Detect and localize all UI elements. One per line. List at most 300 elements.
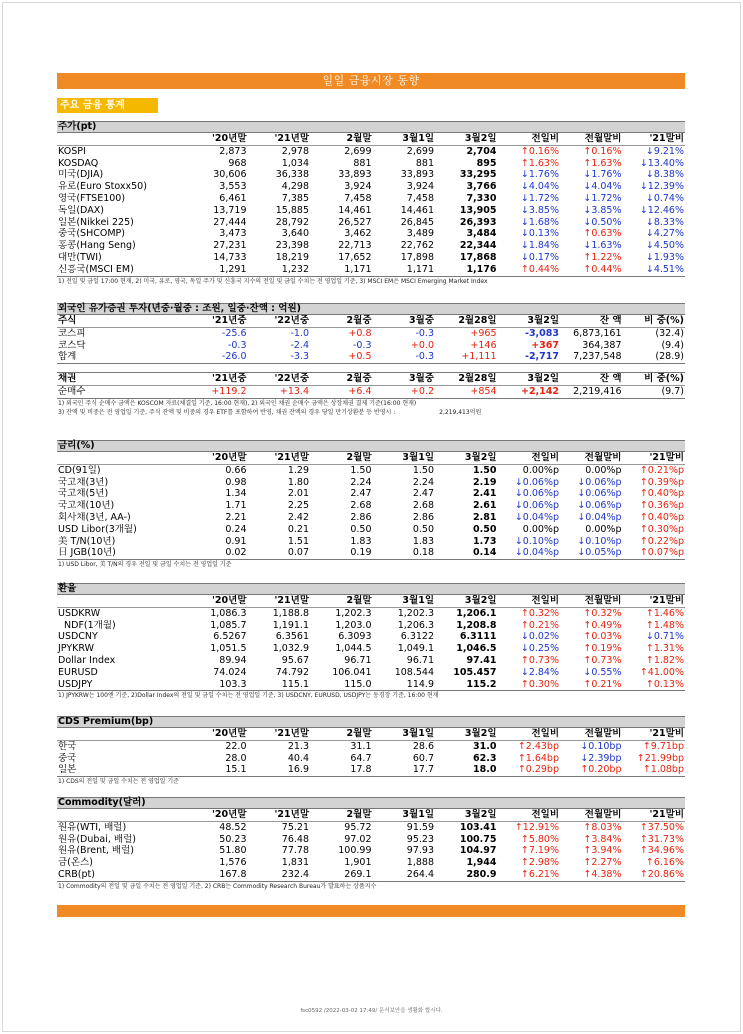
change-cell: 0.00%p [522, 464, 559, 476]
header-cell: '21말비 [623, 728, 686, 740]
value-cell: 2,873 [219, 145, 247, 157]
table-row [57, 512, 685, 524]
value-cell: 97.41 [466, 654, 497, 666]
header-cell: 전월말비 [560, 728, 623, 740]
value-cell: 2.47 [350, 488, 372, 500]
change-cell: ↑0.16% [520, 145, 559, 157]
change-cell: ↑0.21% [520, 619, 559, 631]
change-cell: ↑0.16% [583, 145, 622, 157]
value-cell: 2.61 [473, 500, 497, 512]
change-cell: ↑0.19% [583, 643, 622, 655]
page-title: 일일 금융시장 동향 [57, 73, 685, 89]
value-cell: 1,085.7 [210, 619, 247, 631]
value-cell: 22,762 [400, 240, 434, 252]
change-cell: ↑6.16% [645, 857, 684, 869]
table-row [57, 547, 685, 559]
rates-section [57, 440, 685, 569]
value-cell: 2.25 [287, 500, 309, 512]
change-cell: ↓4.27% [645, 228, 684, 240]
row-label: 국고채(10년) [58, 500, 115, 512]
change-cell: 0.00%p [585, 523, 622, 535]
value-cell: 881 [415, 157, 434, 169]
value-cell: 0.07 [248, 547, 311, 559]
table-row [57, 620, 685, 632]
change-cell: ↑1.31% [645, 643, 684, 655]
table-header-row [57, 133, 685, 145]
value-cell: 95.67 [281, 654, 309, 666]
value-cell: 64.7 [350, 752, 372, 764]
rates-section-title: 금리(%) [57, 440, 685, 452]
header-cell: 3월2일 [435, 809, 498, 821]
change-cell: ↓4.50% [645, 240, 684, 252]
change-cell: ↑1.63% [583, 157, 622, 169]
row-label: EURUSD [58, 666, 98, 678]
table-row [57, 764, 685, 776]
value-cell: 1.29 [287, 464, 309, 476]
header-cell: '21년말 [248, 595, 311, 607]
header-cell: 2월중 [310, 315, 373, 327]
row-label: 영국(FTSE100) [58, 192, 126, 204]
value-cell: 1,051.5 [210, 643, 247, 655]
value-cell: 0.19 [310, 547, 373, 559]
value-cell: 1.50 [473, 464, 497, 476]
table-row [57, 327, 685, 339]
value-cell: 75.21 [281, 821, 309, 833]
row-label: USDCNY [58, 631, 98, 643]
change-cell: ↑2.27% [583, 857, 622, 869]
value-cell: 17.8 [310, 764, 373, 776]
change-cell: ↓1.93% [645, 251, 684, 263]
header-cell [57, 728, 185, 740]
table-row [57, 181, 685, 193]
change-cell: ↓0.10%p [577, 535, 622, 547]
value-cell: 2,704 [466, 145, 497, 157]
header-cell: '21말비 [623, 133, 686, 145]
table-header-row [57, 373, 685, 386]
value-cell: 26,845 [400, 216, 434, 228]
value-cell: 1,034 [281, 157, 309, 169]
value-cell: 7,458 [406, 192, 434, 204]
value-cell: 15.1 [185, 764, 248, 776]
change-cell: ↓0.71% [645, 631, 684, 643]
value-cell: 97.02 [344, 833, 372, 845]
value-cell: 1.73 [473, 535, 497, 547]
rates-table [57, 452, 685, 560]
stocks-section [57, 121, 685, 286]
change-cell: ↓4.04% [520, 181, 559, 193]
value-cell: 96.71 [344, 654, 372, 666]
value-cell: 3,484 [466, 228, 497, 240]
change-cell: ↓3.85% [583, 204, 622, 216]
cds-section-title: CDS Premium(bp) [57, 716, 685, 728]
table-row [57, 524, 685, 536]
change-cell: 0.00%p [522, 523, 559, 535]
value-cell: 3,473 [219, 228, 247, 240]
value-cell: 17,898 [400, 251, 434, 263]
table-row [57, 205, 685, 217]
header-cell: 전일비 [498, 133, 561, 145]
value-cell: 115.0 [310, 679, 373, 691]
value-cell: 4,298 [281, 181, 309, 193]
value-cell: 1,831 [281, 857, 309, 869]
change-cell: ↑9.71bp [642, 740, 684, 752]
change-cell: ↑1.82% [645, 654, 684, 666]
header-cell: '21말비 [623, 595, 686, 607]
change-cell: ↓4.04% [583, 181, 622, 193]
value-cell: -1.0 [290, 327, 309, 339]
value-cell: -26.0 [185, 351, 248, 363]
fx-table [57, 595, 685, 691]
value-cell: 3,924 [344, 181, 372, 193]
change-cell: ↓2.39bp [580, 752, 622, 764]
header-cell: 2월말 [310, 595, 373, 607]
value-cell: 115.2 [435, 679, 498, 691]
value-cell: 36,338 [275, 169, 309, 181]
table-row [57, 264, 685, 276]
value-cell: (9.7) [623, 385, 686, 398]
commodity-section-title: Commodity(달러) [57, 797, 685, 809]
value-cell: 2,699 [344, 145, 372, 157]
change-cell: ↓1.72% [583, 192, 622, 204]
row-label: USDKRW [58, 607, 101, 619]
table-header-row [57, 452, 685, 464]
value-cell: 31.0 [473, 740, 497, 752]
value-cell: 27,231 [213, 240, 247, 252]
value-cell: 1,176 [435, 264, 498, 276]
value-cell: 74.792 [275, 666, 309, 678]
value-cell: 1,086.3 [210, 607, 247, 619]
row-label: 국고채(5년) [58, 488, 109, 500]
header-cell: 3월1일 [373, 728, 436, 740]
value-cell: 1,206.3 [397, 619, 434, 631]
header-cell: 전월말비 [560, 452, 623, 464]
change-cell: ↑8.03% [583, 821, 622, 833]
change-cell: ↑1.63% [520, 157, 559, 169]
value-cell: -2,717 [498, 351, 561, 363]
header-cell: 3월중 [373, 373, 436, 386]
change-cell: ↑34.96% [639, 845, 684, 857]
value-cell: 1.51 [287, 535, 309, 547]
value-cell: 2.21 [225, 511, 247, 523]
row-label: 코스피 [58, 327, 86, 339]
value-cell: 51.80 [219, 845, 247, 857]
foreign-section-title: 외국인 유가증권 투자(년중·월중 : 조원, 일중·잔액 : 억원) [57, 303, 685, 315]
row-label: JPYKRW [58, 643, 94, 655]
value-cell: 1,171 [310, 264, 373, 276]
header-cell: '20년말 [185, 809, 248, 821]
value-cell: 95.72 [344, 821, 372, 833]
header-cell: 전월말비 [560, 809, 623, 821]
value-cell: 280.9 [435, 869, 498, 881]
change-cell: ↑41.00% [639, 666, 684, 678]
stocks-note: 1) 전일 및 금일 17:00 현재, 2) 미국, 유로, 영국, 독일 주가 및 신흥국 지수의 전일 및 금일 수치는 전 영업일 기준, 3) MSCI EM은 MSCI Emerging Market Index [58, 277, 488, 285]
change-cell: ↓3.85% [520, 204, 559, 216]
value-cell: 18,219 [275, 251, 309, 263]
value-cell: 2,219,416 [560, 385, 623, 398]
header-cell: 전일비 [498, 728, 561, 740]
value-cell: 3,640 [281, 228, 309, 240]
value-cell: 28,792 [275, 216, 309, 228]
value-cell: 105.457 [453, 666, 497, 678]
bottom-accent-bar [57, 905, 685, 917]
change-cell: ↓0.06%p [577, 500, 622, 512]
change-cell: ↑0.13% [623, 679, 686, 691]
table-row [57, 845, 685, 857]
value-cell: 6,873,161 [573, 327, 622, 339]
table-row [57, 857, 685, 869]
header-cell [57, 452, 185, 464]
value-cell: +146 [470, 339, 497, 351]
header-cell: 비 중(%) [623, 315, 686, 327]
header-cell: 3월1일 [373, 133, 436, 145]
row-label: Dollar Index [58, 654, 116, 666]
change-cell: ↑0.40%p [639, 488, 684, 500]
change-cell: ↑0.44% [498, 264, 561, 276]
value-cell: -0.3 [415, 327, 434, 339]
value-cell: -2.4 [290, 339, 309, 351]
value-cell: 31.1 [350, 740, 372, 752]
value-cell: 1.83 [412, 535, 434, 547]
value-cell: 103.41 [459, 821, 497, 833]
value-cell: 0.66 [225, 464, 247, 476]
change-cell: ↓0.17% [520, 251, 559, 263]
table-row [57, 340, 685, 352]
header-cell: 3월2일 [498, 373, 561, 386]
header-cell: '21년말 [248, 133, 311, 145]
change-cell: ↓1.63% [583, 240, 622, 252]
header-cell: 3월2일 [435, 595, 498, 607]
fx-section-title: 환율 [57, 583, 685, 595]
value-cell: 0.50 [473, 523, 497, 535]
row-label: 일본(Nikkei 225) [58, 216, 134, 228]
table-row [57, 679, 685, 691]
change-cell: ↓12.46% [639, 204, 684, 216]
value-cell: 96.71 [406, 654, 434, 666]
row-label: 한국 [58, 740, 77, 752]
table-row [57, 667, 685, 679]
value-cell: 1.83 [350, 535, 372, 547]
row-label: KOSPI [58, 145, 86, 157]
change-cell: ↑1.64bp [517, 752, 559, 764]
value-cell: 1,202.3 [335, 607, 372, 619]
value-cell: +0.0 [410, 339, 434, 351]
change-cell: ↑0.63% [583, 228, 622, 240]
change-cell: ↓8.33% [645, 216, 684, 228]
change-cell: ↑0.49% [583, 619, 622, 631]
value-cell: 17,652 [338, 251, 372, 263]
change-cell: ↓0.10%p [514, 535, 559, 547]
change-cell: ↓1.76% [583, 169, 622, 181]
header-cell [57, 595, 185, 607]
change-cell: ↓0.25% [520, 643, 559, 655]
value-cell: 33,893 [338, 169, 372, 181]
table-row [57, 193, 685, 205]
value-cell: 13,905 [459, 204, 497, 216]
value-cell: 13,719 [213, 204, 247, 216]
value-cell: 1.50 [350, 464, 372, 476]
table-row [57, 158, 685, 170]
value-cell: 22,713 [338, 240, 372, 252]
change-cell: ↑5.80% [520, 833, 559, 845]
table-row [57, 631, 685, 643]
table-row [57, 655, 685, 667]
value-cell: -0.3 [373, 351, 436, 363]
value-cell: 17.7 [373, 764, 436, 776]
value-cell: 3,489 [406, 228, 434, 240]
header-cell: 전월말비 [560, 595, 623, 607]
header-cell: 2월말 [310, 452, 373, 464]
foreign-note-2-value: 2,219,413억원 [439, 408, 482, 416]
table-header-row [57, 809, 685, 821]
change-cell: ↑0.40%p [639, 511, 684, 523]
value-cell: 14,461 [400, 204, 434, 216]
value-cell: 0.50 [350, 523, 372, 535]
value-cell: 1,232 [248, 264, 311, 276]
header-cell: 잔 액 [560, 315, 623, 327]
change-cell: ↑12.91% [514, 821, 559, 833]
value-cell: +119.2 [185, 385, 248, 398]
section-subtitle: 주요 금융 통계 [57, 98, 158, 113]
value-cell: 115.1 [248, 679, 311, 691]
value-cell: 1.71 [225, 500, 247, 512]
value-cell: 167.8 [185, 869, 248, 881]
value-cell: 16.9 [248, 764, 311, 776]
change-cell: ↓1.68% [520, 216, 559, 228]
change-cell: ↓0.55% [583, 666, 622, 678]
table-row [57, 477, 685, 489]
value-cell: 1,191.1 [272, 619, 309, 631]
header-cell: '21년말 [248, 728, 311, 740]
change-cell: ↑0.73% [583, 654, 622, 666]
row-label: 美 T/N(10년) [58, 535, 116, 547]
value-cell: 26,393 [459, 216, 497, 228]
value-cell: 1,206.1 [456, 607, 497, 619]
row-label: 홍콩(Hang Seng) [58, 240, 136, 252]
value-cell: 15,885 [275, 204, 309, 216]
change-cell: ↓9.21% [645, 145, 684, 157]
value-cell: 91.59 [406, 821, 434, 833]
value-cell: 40.4 [287, 752, 309, 764]
value-cell: 1,901 [344, 857, 372, 869]
cds-table [57, 728, 685, 777]
change-cell: ↑0.39%p [639, 476, 684, 488]
value-cell: 1,291 [185, 264, 248, 276]
change-cell: ↓0.06%p [577, 488, 622, 500]
value-cell: -0.3 [352, 339, 372, 351]
header-cell: '20년말 [185, 728, 248, 740]
value-cell: +0.2 [373, 385, 436, 398]
table-row [57, 869, 685, 881]
change-cell: ↑3.84% [583, 833, 622, 845]
change-cell: ↓8.38% [645, 169, 684, 181]
change-cell: ↓12.39% [639, 181, 684, 193]
change-cell: ↑31.73% [639, 833, 684, 845]
change-cell: ↑1.08bp [623, 764, 686, 776]
header-cell: 3월2일 [435, 133, 498, 145]
value-cell: 1,046.5 [456, 643, 497, 655]
change-cell: ↓0.13% [520, 228, 559, 240]
value-cell: 103.3 [185, 679, 248, 691]
header-cell: 채권 [57, 373, 185, 386]
value-cell: 27,444 [213, 216, 247, 228]
row-label: 일본 [57, 764, 185, 776]
row-label: 국고채(3년) [58, 476, 109, 488]
row-label: 코스닥 [58, 339, 86, 351]
change-cell: ↑0.21% [560, 679, 623, 691]
table-row [57, 500, 685, 512]
table-row [57, 240, 685, 252]
row-label: 중국(SHCOMP) [58, 228, 125, 240]
value-cell: 108.544 [394, 666, 434, 678]
value-cell: 6.3561 [275, 631, 309, 643]
value-cell: 26,527 [338, 216, 372, 228]
value-cell: 60.7 [412, 752, 434, 764]
table-row [57, 169, 685, 181]
table-header-row [57, 315, 685, 327]
value-cell: 1,044.5 [335, 643, 372, 655]
value-cell: 30,606 [213, 169, 247, 181]
table-row [57, 834, 685, 846]
change-cell: ↑37.50% [639, 821, 684, 833]
change-cell: ↓0.06%p [514, 488, 559, 500]
value-cell: 28.6 [412, 740, 434, 752]
value-cell: 1.80 [287, 476, 309, 488]
value-cell: 3,462 [344, 228, 372, 240]
value-cell: 76.48 [281, 833, 309, 845]
row-label: CRB(pt) [57, 869, 185, 881]
value-cell: 6.3111 [459, 631, 497, 643]
value-cell: 269.1 [310, 869, 373, 881]
change-cell: ↑0.73% [520, 654, 559, 666]
value-cell: 6,461 [219, 192, 247, 204]
row-label: 원유(WTI, 배럴) [58, 821, 127, 833]
table-row [57, 385, 685, 398]
change-cell: ↑1.48% [645, 619, 684, 631]
change-cell: ↑0.07%p [623, 547, 686, 559]
value-cell: 2.41 [473, 488, 497, 500]
header-cell: 3월1일 [373, 595, 436, 607]
row-label: 미국(DJIA) [58, 169, 104, 181]
value-cell: 3,553 [219, 181, 247, 193]
header-cell: 2월28일 [435, 315, 498, 327]
cds-note: 1) CDS의 전일 및 금일 수치는 전 영업일 기준 [58, 778, 179, 786]
change-cell: ↑0.30%p [639, 523, 684, 535]
value-cell: 104.97 [459, 845, 497, 857]
value-cell: 2.24 [412, 476, 434, 488]
value-cell: 1,944 [466, 857, 497, 869]
value-cell: 881 [353, 157, 372, 169]
value-cell: 1,202.3 [397, 607, 434, 619]
change-cell: ↓0.04%p [514, 511, 559, 523]
value-cell: 1,188.8 [272, 607, 309, 619]
value-cell: 18.0 [435, 764, 498, 776]
value-cell: 1,888 [406, 857, 434, 869]
table-row [57, 536, 685, 548]
header-cell: 비 중(%) [623, 373, 686, 386]
change-cell: ↓1.76% [520, 169, 559, 181]
change-cell: ↓0.06%p [577, 476, 622, 488]
value-cell: 33,295 [459, 169, 497, 181]
header-cell: 3월1일 [373, 452, 436, 464]
header-cell: '20년말 [185, 452, 248, 464]
value-cell: 0.02 [185, 547, 248, 559]
change-cell: ↑0.03% [583, 631, 622, 643]
change-cell: ↓1.84% [520, 240, 559, 252]
header-cell: 2월28일 [435, 373, 498, 386]
value-cell: -3.3 [248, 351, 311, 363]
change-cell: ↓13.40% [639, 157, 684, 169]
header-cell: '21년말 [248, 452, 311, 464]
